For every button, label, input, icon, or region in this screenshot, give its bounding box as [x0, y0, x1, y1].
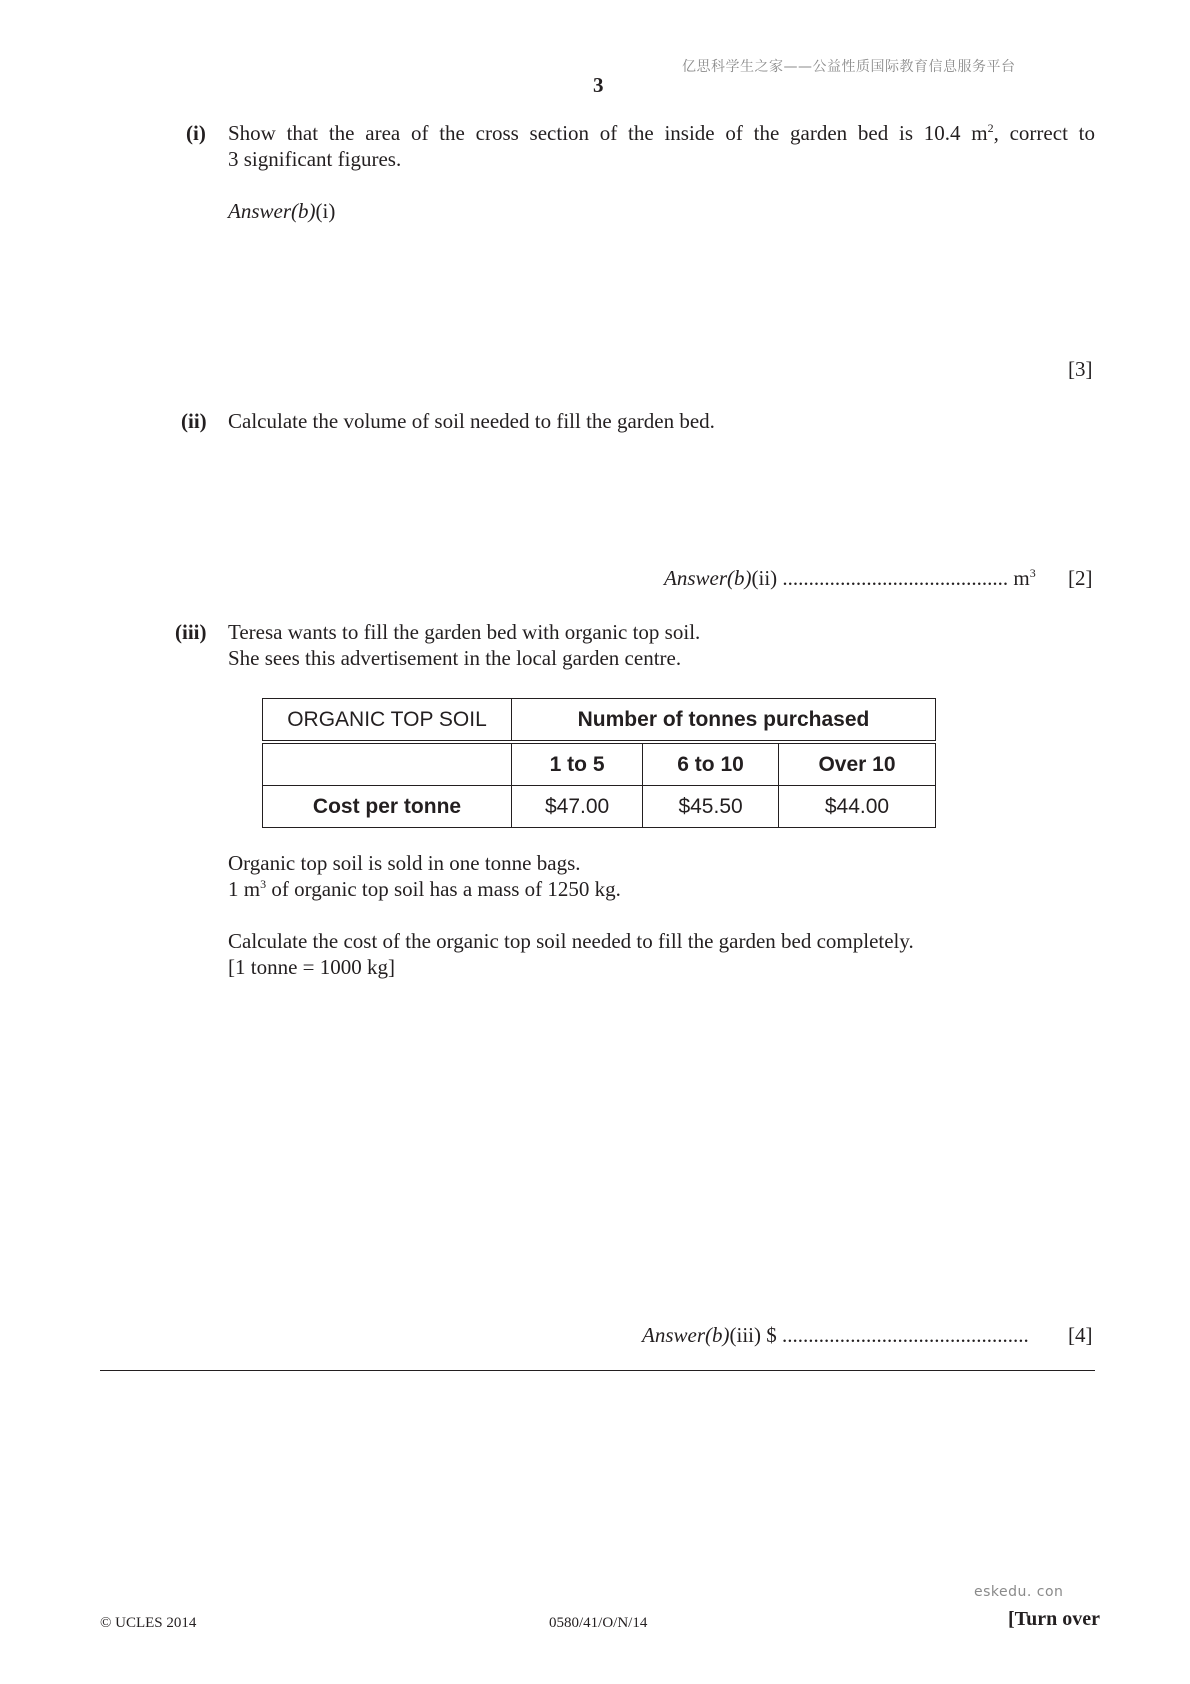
advert-header-row	[263, 699, 936, 743]
advert-row-label: Cost per tonne	[263, 786, 512, 828]
question-i-superscript: 2	[987, 121, 994, 135]
advert-empty-cell	[263, 742, 512, 786]
unit-superscript: 3	[1029, 566, 1036, 580]
answer-b-ii-unit	[1013, 566, 1035, 590]
bottom-divider	[100, 1370, 1095, 1371]
advert-title-cell: ORGANIC TOP SOIL	[263, 699, 512, 743]
advert-table	[262, 698, 936, 828]
advert-col-2: 6 to 10	[643, 742, 779, 786]
answer-label-italic: Answer(b)	[664, 566, 752, 590]
turn-over: [Turn over	[1008, 1608, 1101, 1630]
question-i-text-line1	[228, 120, 1095, 146]
footer-copyright: © UCLES 2014	[100, 1615, 197, 1631]
info-line-2-superscript: 3	[260, 877, 267, 891]
info-line-2	[228, 876, 621, 902]
answer-b-iii-line	[642, 1322, 1029, 1348]
answer-b-ii-line	[664, 565, 1036, 591]
question-i-text-line2: 3 significant figures.	[228, 147, 402, 171]
advert-price-2: $45.50	[643, 786, 779, 828]
footer-watermark: eskedu. con	[974, 1584, 1064, 1600]
header-watermark: 亿思科学生之家——公益性质国际教育信息服务平台	[682, 59, 1016, 75]
question-ii-label: (ii)	[181, 409, 207, 433]
answer-b-ii-field[interactable]: ...........................................	[782, 566, 1009, 590]
answer-label-italic: Answer(b)	[642, 1323, 730, 1347]
conversion-line: [1 tonne = 1000 kg]	[228, 955, 395, 979]
question-ii-marks: [2]	[1068, 566, 1093, 590]
info-line-1: Organic top soil is sold in one tonne bags.	[228, 851, 581, 875]
advert-price-3: $44.00	[778, 786, 935, 828]
unit-text: m	[1013, 566, 1030, 590]
page-number: 3	[593, 73, 604, 97]
advert-range-row	[263, 742, 936, 786]
answer-label-italic: Answer(b)	[228, 199, 316, 223]
answer-label-part: (i)	[315, 199, 336, 223]
question-iii-label: (iii)	[175, 620, 207, 644]
question-iii-line2: She sees this advertisement in the local garden centre.	[228, 646, 682, 670]
task-line: Calculate the cost of the organic top soil needed to fill the garden bed completely.	[228, 929, 914, 953]
advert-col-3: Over 10	[778, 742, 935, 786]
info-line-2-start: 1 m	[228, 877, 261, 901]
question-i-marks: [3]	[1068, 357, 1093, 381]
question-i-text-tail: , correct to	[993, 121, 1095, 145]
advert-price-1: $47.00	[512, 786, 643, 828]
question-i-text-main: Show that the area of the cross section of the inside of the garden bed is 10.4 m	[228, 121, 988, 145]
advert-col-1: 1 to 5	[512, 742, 643, 786]
answer-label-part: (iii) $	[729, 1323, 777, 1347]
info-line-2-end: of organic top soil has a mass of 1250 kg.	[266, 877, 621, 901]
question-iii-marks: [4]	[1068, 1323, 1093, 1347]
footer-code: 0580/41/O/N/14	[549, 1615, 648, 1631]
answer-b-iii-field[interactable]: ...............................................	[782, 1323, 1029, 1347]
advert-header-cell: Number of tonnes purchased	[512, 699, 936, 743]
answer-b-i-label	[228, 198, 335, 224]
question-i-label: (i)	[186, 121, 206, 145]
advert-price-row	[263, 786, 936, 828]
question-iii-line1: Teresa wants to fill the garden bed with organic top soil.	[228, 620, 701, 644]
question-ii-text: Calculate the volume of soil needed to fill the garden bed.	[228, 409, 715, 433]
answer-label-part: (ii)	[751, 566, 778, 590]
